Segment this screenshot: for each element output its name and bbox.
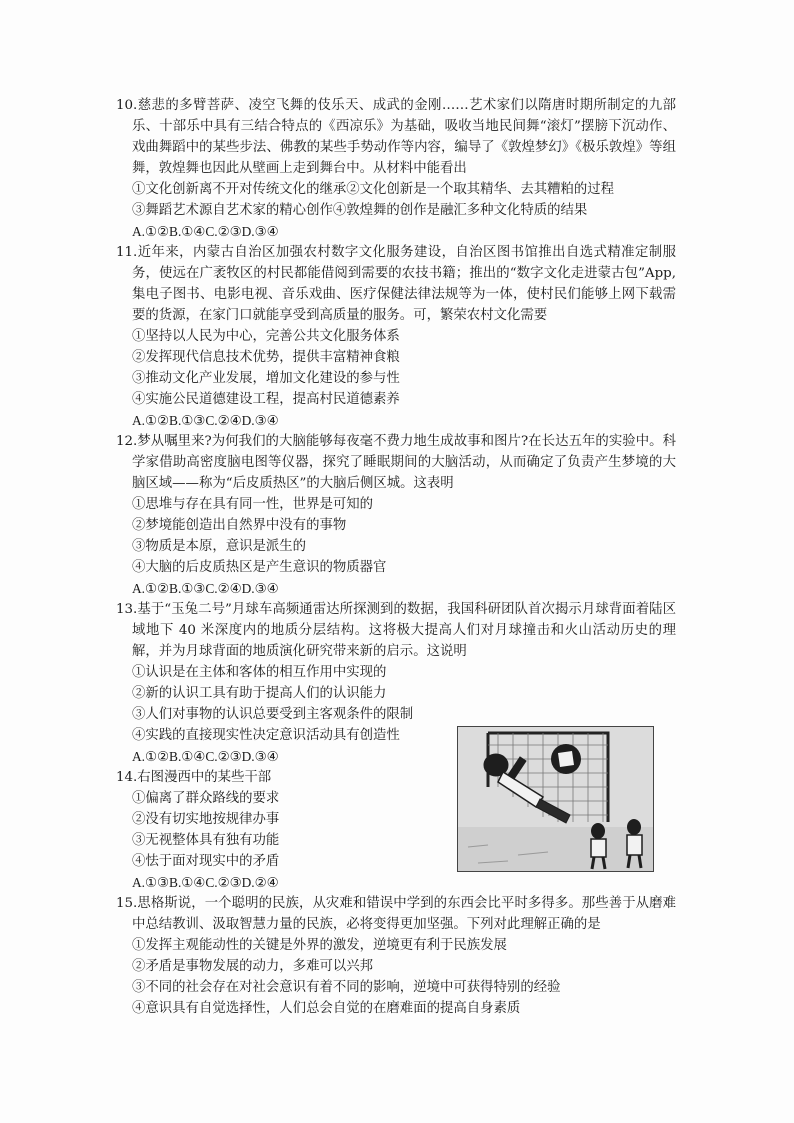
option-line: ④实施公民道德建设工程，提高村民道德素养 xyxy=(132,392,400,407)
question-stem: 13.基于“玉兔二号”月球车高频通雷达所探测到的数据，我国科研团队首次揭示月球背面着陆区域地下 40 米深度内的地质分层结构。这将极大提高人们对月球撞击和火山活动历史的理解，并为月球背面的地质演化研究带来新的启示。这说明 xyxy=(116,602,676,659)
question-stem: 15.思格斯说，一个聪明的民族，从灾难和错误中学到的东西会比平时多得多。那些善于从磨难中总结教训、汲取智慧力量的民族，必将变得更加坚强。下列对此理解正确的是 xyxy=(116,896,676,932)
answer-choices: A.①③B.①④C.②③D.②④ xyxy=(132,875,279,890)
question-stem: 12.梦从嘱里来?为何我们的大脑能够每夜毫不费力地生成故事和图片?在长达五年的实验中。科学家借助高密度脑电图等仪器，探究了睡眠期间的大脑活动，从而确定了负责产生梦境的大脑区域——称为“后皮质热区”的大脑后侧区城。这表明 xyxy=(116,434,676,491)
question-10 xyxy=(116,95,676,242)
option-line: ①思堆与存在具有同一性，世界是可知的 xyxy=(132,497,374,512)
option-line: ③不同的社会存在对社会意识有着不同的影响，逆境中可获得特别的经验 xyxy=(132,980,561,995)
answer-choices: A.①②B.①④C.②③D.③④ xyxy=(132,749,279,764)
option-line: ③物质是本原，意识是派生的 xyxy=(132,539,307,554)
question-11 xyxy=(116,242,676,431)
answer-choices: A.①②B.①③C.②④D.③④ xyxy=(132,581,279,596)
question-12 xyxy=(116,431,676,599)
question-stem: 14.右图漫西中的某些干部 xyxy=(116,770,272,785)
option-line: ②矛盾是事物发展的动力，多难可以兴邦 xyxy=(132,959,374,974)
question-stem: 11.近年来，内蒙古自治区加强农村数字文化服务建设，自治区图书馆推出自选式精准定制服务，使远在广袤牧区的村民都能借阅到需要的农技书籍；推出的“数字文化走进蒙古包”App,集电子图书、电影电视、音乐戏曲、医疗保健法律法规等为一体，使村民们能够上网下载需要的货源，在家门口就能享受到高质量的服务。可，繁荣农村文化需要 xyxy=(116,245,676,323)
option-line: ④大脑的后皮质热区是产生意识的物质器官 xyxy=(132,560,387,575)
option-line: ①文化创新离不开对传统文化的继承②文化创新是一个取其精华、去其糟粕的过程 xyxy=(132,182,615,197)
option-line: ③人们对事物的认识总要受到主客观条件的限制 xyxy=(132,707,414,722)
option-line: ②发挥现代信息技术优势，提供丰富精神食粮 xyxy=(132,350,400,365)
answer-choices: A.①②B.①③C.②④D.③④ xyxy=(132,413,279,428)
option-line: ①发挥主观能动性的关键是外界的激发，逆境更有利于民族发展 xyxy=(132,938,507,953)
option-line: ④实践的直接现实性决定意识活动具有创造性 xyxy=(132,728,400,743)
option-line: ②梦境能创造出自然界中没有的事物 xyxy=(132,518,347,533)
cartoon-illustration-icon xyxy=(457,726,654,872)
option-line: ②没有切实地按规律办事 xyxy=(132,812,280,827)
question-list xyxy=(116,95,676,1019)
option-line: ③推动文化产业发展，增加文化建设的参与性 xyxy=(132,371,400,386)
option-line: ②新的认识工具有助于提高人们的认识能力 xyxy=(132,686,387,701)
option-line: ③舞蹈艺术源自艺术家的精心创作④敦煌舞的创作是融汇多种文化特质的结果 xyxy=(132,203,588,218)
option-line: ③无视整体具有独有功能 xyxy=(132,833,280,848)
option-line: ①偏离了群众路线的要求 xyxy=(132,791,280,806)
question-stem: 10.慈悲的多臂菩萨、凌空飞舞的伎乐天、成武的金刚……艺术家们以隋唐时期所制定的九部乐、十部乐中具有三结合特点的《西凉乐》为基础，吸收当地民间舞“滚灯”摆膀下沉动作、戏曲舞蹈中的某些步法、佛教的某些手势动作等内容，编导了《敦煌梦幻》《极乐敦煌》等组舞，敦煌舞也因此从壁画上走到舞台中。从材料中能看出 xyxy=(116,98,676,176)
answer-choices: A.①②B.①④C.②③D.③④ xyxy=(132,224,279,239)
option-line: ①坚持以人民为中心，完善公共文化服务体系 xyxy=(132,329,400,344)
option-line: ④怯于面对现实中的矛盾 xyxy=(132,854,280,869)
option-line: ①认识是在主体和客体的相互作用中实现的 xyxy=(132,665,387,680)
option-line: ④意识具有自觉选择性，人们总会自觉的在磨难面的提高自身素质 xyxy=(132,1001,521,1016)
question-15 xyxy=(116,893,676,1019)
